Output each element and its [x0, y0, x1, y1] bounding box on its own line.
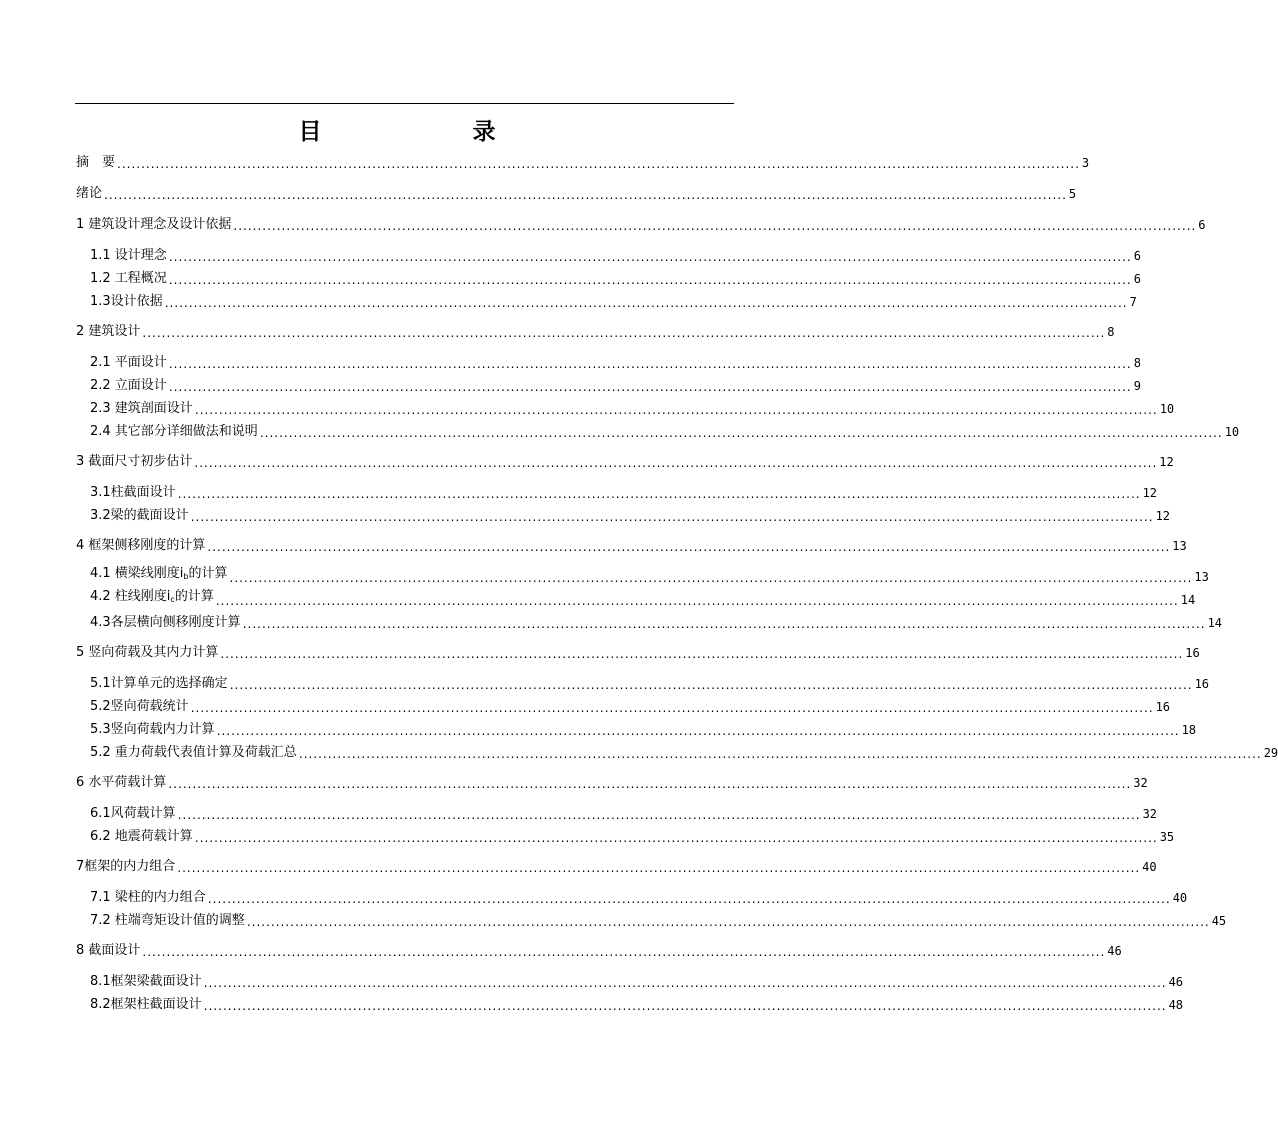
- toc-section-entry[interactable]: [90, 742, 1278, 762]
- toc-page-number: 7: [1129, 295, 1137, 309]
- page-title: 目 录: [298, 118, 560, 145]
- toc-page-number: 8: [1133, 356, 1141, 370]
- toc-entry-title: 3 截面尺寸初步估计: [76, 454, 193, 469]
- toc-section-entry[interactable]: [90, 398, 1175, 418]
- toc-dot-leader: ........................................................................................................................................................................................................: [229, 678, 1193, 692]
- toc-dot-leader: ........................................................................................................................................................................................................: [229, 571, 1193, 585]
- toc-page-number: 16: [1185, 646, 1200, 660]
- toc-dot-leader: ........................................................................................................................................................................................................: [246, 915, 1210, 929]
- toc-entry-title: 4 框架侧移刚度的计算: [76, 538, 206, 553]
- toc-page-number: 35: [1159, 830, 1175, 844]
- toc-dot-leader: ........................................................................................................................................................................................................: [203, 976, 1167, 990]
- toc-entry-title: 8 截面设计: [76, 943, 141, 958]
- toc-chapter-entry[interactable]: [76, 772, 1148, 792]
- toc-chapter-entry[interactable]: [76, 321, 1115, 341]
- toc-section-entry[interactable]: [90, 803, 1158, 823]
- toc-entry-title: 6.2 地震荷载计算: [90, 829, 193, 844]
- toc-dot-leader: ........................................................................................................................................................................................................: [142, 945, 1106, 959]
- toc-section-entry[interactable]: [90, 245, 1141, 265]
- toc-entry-title: 7.1 梁柱的内力组合: [90, 890, 206, 905]
- toc-chapter-entry[interactable]: [76, 856, 1157, 876]
- toc-entry-title: 2.4 其它部分详细做法和说明: [90, 424, 258, 439]
- toc-entry-title: 8.1框架梁截面设计: [90, 974, 202, 989]
- toc-entry-title: 2 建筑设计: [76, 324, 141, 339]
- toc-entry-title: 1.2 工程概况: [90, 271, 167, 286]
- toc-entry-title: 8.2框架柱截面设计: [90, 997, 202, 1012]
- toc-section-entry[interactable]: [90, 910, 1227, 930]
- toc-section-entry[interactable]: [90, 482, 1158, 502]
- toc-dot-leader: ........................................................................................................................................................................................................: [168, 777, 1132, 791]
- toc-chapter-entry[interactable]: [76, 214, 1206, 234]
- toc-chapter-entry[interactable]: [76, 451, 1174, 471]
- toc-section-entry[interactable]: [90, 696, 1171, 716]
- toc-dot-leader: ........................................................................................................................................................................................................: [190, 701, 1154, 715]
- toc-entry-title: 摘 要: [76, 155, 116, 170]
- toc-dot-leader: ........................................................................................................................................................................................................: [168, 273, 1132, 287]
- toc-chapter-entry[interactable]: [76, 940, 1122, 960]
- toc-page-number: 16: [1194, 677, 1210, 691]
- toc-entry-title: 1.1 设计理念: [90, 248, 167, 263]
- toc-dot-leader: ........................................................................................................................................................................................................: [220, 647, 1184, 661]
- toc-chapter-entry[interactable]: [76, 642, 1200, 662]
- toc-dot-leader: ........................................................................................................................................................................................................: [168, 357, 1132, 371]
- toc-section-entry[interactable]: [90, 421, 1240, 441]
- toc-dot-leader: ........................................................................................................................................................................................................: [298, 747, 1262, 761]
- toc-entry-title: 7.2 柱端弯矩设计值的调整: [90, 913, 245, 928]
- toc-dot-leader: ........................................................................................................................................................................................................: [194, 456, 1158, 470]
- toc-section-entry[interactable]: [90, 589, 1196, 609]
- toc-section-entry[interactable]: [90, 505, 1171, 525]
- toc-entry-title: 绪论: [76, 186, 103, 201]
- toc-page-number: 10: [1159, 402, 1175, 416]
- toc-entry-title: 6.1风荷载计算: [90, 806, 176, 821]
- toc-dot-leader: ........................................................................................................................................................................................................: [259, 426, 1223, 440]
- toc-entry-title: 5.1计算单元的选择确定: [90, 676, 228, 691]
- toc-page-number: 40: [1172, 891, 1188, 905]
- toc-dot-leader: ........................................................................................................................................................................................................: [142, 326, 1106, 340]
- toc-page-number: 3: [1081, 156, 1090, 170]
- toc-page-number: 9: [1133, 379, 1141, 393]
- toc-dot-leader: ........................................................................................................................................................................................................: [168, 380, 1132, 394]
- toc-dot-leader: ........................................................................................................................................................................................................: [194, 403, 1158, 417]
- toc-dot-leader: ........................................................................................................................................................................................................: [177, 861, 1141, 875]
- toc-section-entry[interactable]: [90, 268, 1141, 288]
- toc-page-number: 45: [1211, 914, 1227, 928]
- toc-section-entry[interactable]: [90, 994, 1184, 1014]
- toc-page-number: 5: [1068, 187, 1077, 201]
- toc-section-entry[interactable]: [90, 566, 1209, 586]
- toc-dot-leader: ........................................................................................................................................................................................................: [164, 296, 1128, 310]
- toc-dot-leader: ........................................................................................................................................................................................................: [207, 892, 1171, 906]
- toc-page-number: 32: [1133, 776, 1148, 790]
- toc-entry-title: 1.3设计依据: [90, 294, 163, 309]
- toc-page-number: 46: [1107, 944, 1122, 958]
- toc-page-number: 40: [1142, 860, 1157, 874]
- toc-section-entry[interactable]: [90, 719, 1197, 739]
- toc-chapter-entry[interactable]: [76, 152, 1090, 172]
- toc-page-number: 14: [1207, 616, 1223, 630]
- toc-page-number: 6: [1198, 218, 1206, 232]
- toc-dot-leader: ........................................................................................................................................................................................................: [177, 808, 1141, 822]
- toc-entry-title: 2.3 建筑剖面设计: [90, 401, 193, 416]
- toc-section-entry[interactable]: [90, 887, 1188, 907]
- toc-dot-leader: ........................................................................................................................................................................................................: [177, 487, 1141, 501]
- toc-entry-title: 5.3竖向荷载内力计算: [90, 722, 215, 737]
- toc-chapter-entry[interactable]: [76, 183, 1077, 203]
- toc-section-entry[interactable]: [90, 612, 1223, 632]
- toc-entry-title: 3.1柱截面设计: [90, 485, 176, 500]
- toc-page-number: 6: [1133, 272, 1141, 286]
- toc-page-number: 12: [1142, 486, 1158, 500]
- toc-dot-leader: ........................................................................................................................................................................................................: [216, 724, 1180, 738]
- toc-entry-title: 1 建筑设计理念及设计依据: [76, 217, 232, 232]
- toc-page-number: 6: [1133, 249, 1141, 263]
- toc-entry-title: 4.3各层横向侧移刚度计算: [90, 615, 241, 630]
- toc-dot-leader: ........................................................................................................................................................................................................: [190, 510, 1154, 524]
- toc-entry-title: 2.1 平面设计: [90, 355, 167, 370]
- toc-chapter-entry[interactable]: [76, 535, 1187, 555]
- toc-page-number: 10: [1224, 425, 1240, 439]
- toc-entry-title: 2.2 立面设计: [90, 378, 167, 393]
- toc-dot-leader: ........................................................................................................................................................................................................: [104, 188, 1067, 202]
- toc-entry-title: 5.2竖向荷载统计: [90, 699, 189, 714]
- toc-page-number: 12: [1155, 509, 1171, 523]
- toc-dot-leader: ........................................................................................................................................................................................................: [215, 594, 1179, 608]
- toc-dot-leader: ........................................................................................................................................................................................................: [233, 219, 1197, 233]
- toc-page-number: 32: [1142, 807, 1158, 821]
- toc-page-number: 18: [1181, 723, 1197, 737]
- toc-dot-leader: ........................................................................................................................................................................................................: [242, 617, 1206, 631]
- toc-section-entry[interactable]: [90, 352, 1141, 372]
- toc-section-entry[interactable]: [90, 971, 1184, 991]
- toc-dot-leader: ........................................................................................................................................................................................................: [194, 831, 1158, 845]
- toc-entry-title: 5.2 重力荷载代表值计算及荷载汇总: [90, 745, 297, 760]
- toc-page-number: 13: [1194, 570, 1209, 584]
- toc-section-entry[interactable]: [90, 291, 1137, 311]
- toc-page-number: 13: [1172, 539, 1187, 553]
- toc-page-number: 8: [1107, 325, 1115, 339]
- toc-dot-leader: ........................................................................................................................................................................................................: [203, 999, 1167, 1013]
- toc-page-number: 12: [1159, 455, 1174, 469]
- toc-entry-title: 4.1 横梁线刚度$i_b$的计算: [90, 566, 228, 581]
- toc-page-number: 14: [1180, 593, 1196, 607]
- toc-section-entry[interactable]: [90, 375, 1141, 395]
- toc-entry-title: 3.2梁的截面设计: [90, 508, 189, 523]
- toc-page-number: 48: [1168, 998, 1184, 1012]
- toc-entry-title: 4.2 柱线刚度$i_c$的计算: [90, 589, 214, 604]
- toc-entry-title: 6 水平荷载计算: [76, 775, 167, 790]
- toc-page-number: 16: [1155, 700, 1171, 714]
- toc-dot-leader: ........................................................................................................................................................................................................: [207, 540, 1171, 554]
- toc-section-entry[interactable]: [90, 673, 1210, 693]
- toc-dot-leader: ........................................................................................................................................................................................................: [168, 250, 1132, 264]
- toc-page-number: 29: [1263, 746, 1278, 760]
- toc-section-entry[interactable]: [90, 826, 1175, 846]
- toc-entry-title: 5 竖向荷载及其内力计算: [76, 645, 219, 660]
- toc-page-number: 46: [1168, 975, 1184, 989]
- toc-entry-title: 7框架的内力组合: [76, 859, 176, 874]
- toc-dot-leader: ........................................................................................................................................................................................................: [117, 157, 1080, 171]
